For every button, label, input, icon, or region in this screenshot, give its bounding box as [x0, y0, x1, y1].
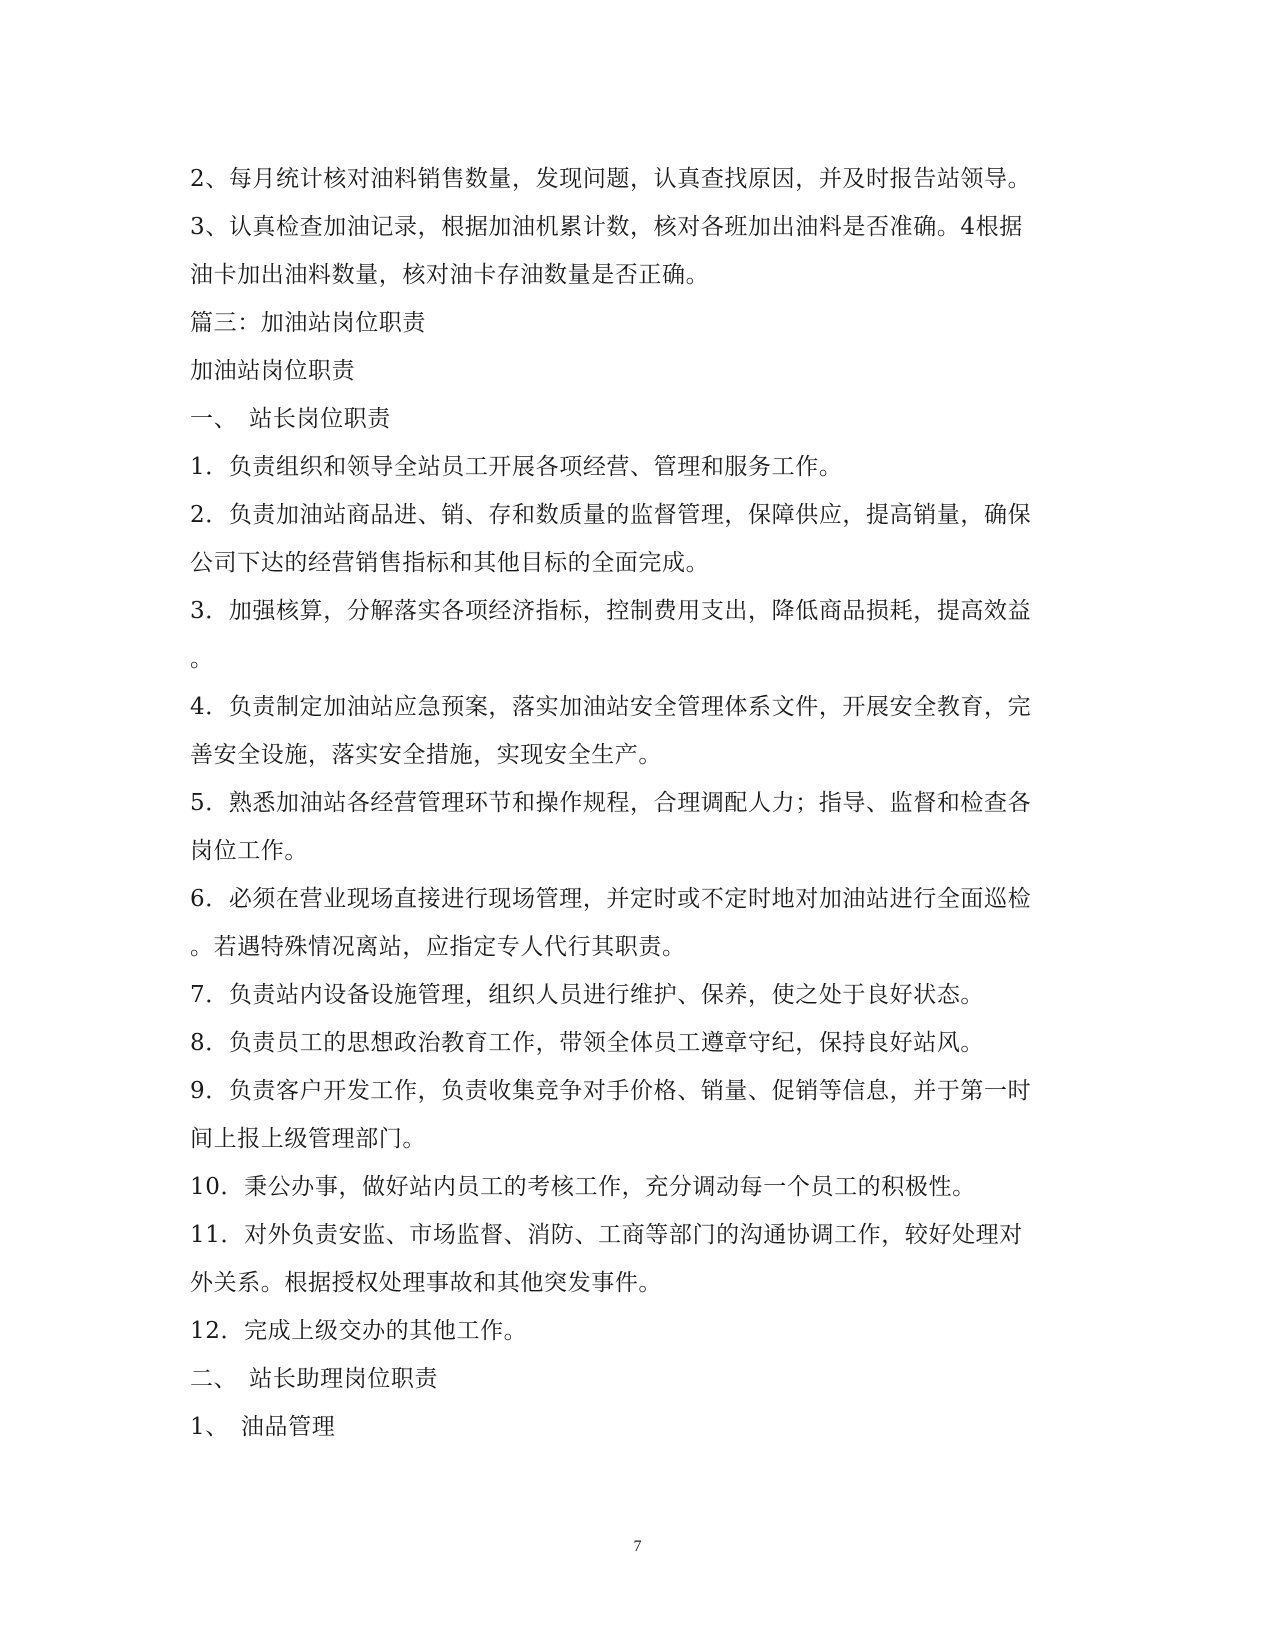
text-line: 9．负责客户开发工作，负责收集竞争对手价格、销量、促销等信息，并于第一时: [190, 1078, 1032, 1104]
text-line: 善安全设施，落实安全措施，实现安全生产。: [190, 742, 662, 768]
text-line: 6．必须在营业现场直接进行现场管理，并定时或不定时地对加油站进行全面巡检: [190, 886, 1032, 912]
text-line: 4．负责制定加油站应急预案，落实加油站安全管理体系文件，开展安全教育，完: [190, 694, 1032, 720]
text-line: 1．负责组织和领导全站员工开展各项经营、管理和服务工作。: [190, 454, 843, 480]
text-line: 油卡加出油料数量，核对油卡存油数量是否正确。: [190, 262, 710, 288]
text-line: 。若遇特殊情况离站，应指定专人代行其职责。: [190, 934, 686, 960]
text-line: 3．加强核算，分解落实各项经济指标，控制费用支出，降低商品损耗，提高效益: [190, 598, 1032, 624]
document-title: 加油站岗位职责: [190, 358, 356, 384]
text-line: 11．对外负责安监、市场监督、消防、工商等部门的沟通协调工作，较好处理对: [190, 1222, 1023, 1248]
text-line: 10．秉公办事，做好站内员工的考核工作，充分调动每一个员工的积极性。: [190, 1174, 976, 1200]
text-line: 。: [190, 646, 214, 672]
text-line: 3、认真检查加油记录，根据加油机累计数，核对各班加出油料是否准确。4根据: [190, 214, 1023, 240]
text-line: 5．熟悉加油站各经营管理环节和操作规程，合理调配人力；指导、监督和检查各: [190, 790, 1032, 816]
text-line: 外关系。根据授权处理事故和其他突发事件。: [190, 1270, 662, 1296]
text-line: 间上报上级管理部门。: [190, 1126, 426, 1152]
text-line: 岗位工作。: [190, 838, 308, 864]
body-text: [190, 155, 1080, 1451]
text-line: 8．负责员工的思想政治教育工作，带领全体员工遵章守纪，保持良好站风。: [190, 1030, 985, 1056]
text-line: 12．完成上级交办的其他工作。: [190, 1318, 528, 1344]
section-heading: 篇三：加油站岗位职责: [190, 310, 426, 336]
text-line: 2、每月统计核对油料销售数量，发现问题，认真查找原因，并及时报告站领导。: [190, 166, 1032, 192]
subsection-heading: 二、 站长助理岗位职责: [190, 1366, 439, 1392]
text-line: 1、 油品管理: [190, 1414, 336, 1440]
page-number: 7: [633, 1538, 642, 1555]
text-line: 7．负责站内设备设施管理，组织人员进行维护、保养，使之处于良好状态。: [190, 982, 985, 1008]
text-line: 公司下达的经营销售指标和其他目标的全面完成。: [190, 550, 710, 576]
text-line: 2．负责加油站商品进、销、存和数质量的监督管理，保障供应，提高销量，确保: [190, 502, 1032, 528]
subsection-heading: 一、 站长岗位职责: [190, 406, 391, 432]
